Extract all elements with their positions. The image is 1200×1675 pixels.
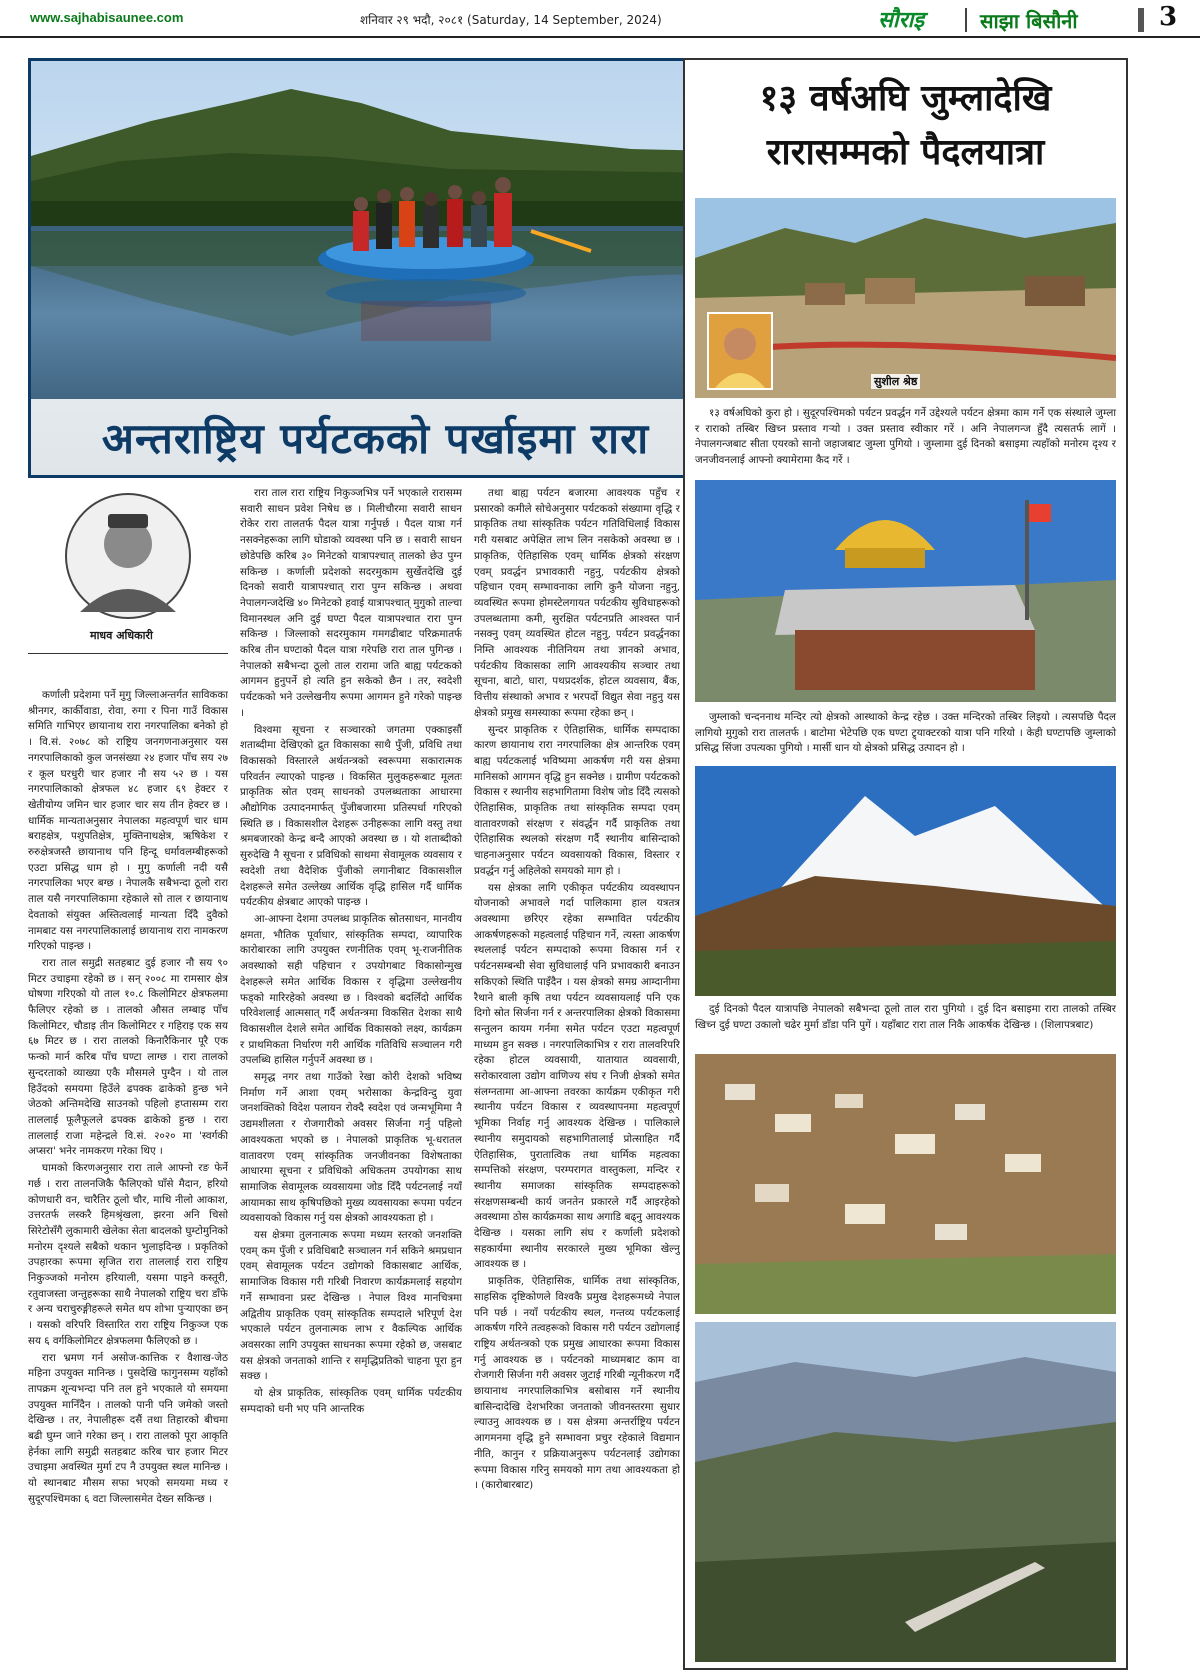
- paragraph: प्राकृतिक, ऐतिहासिक, धार्मिक तथा सांस्कृतिक, साहसिक दृष्टिकोणले विश्वकै प्रमुख देशहरूमध्ये नेपाल पनि पर्छ । नयाँ पर्यटकीय स्थल, गन्तव्य पर्यटकलाई आकर्षण गरिने तत्वहरूको विकास गरी पर्यटन उद्योगलाई राष्ट्रिय अर्थतन्त्रको एक प्रमुख आधारका रूपमा विकास गर्नु आवश्यक छ । पर्यटनको माध्यमबाट काम वा रोजगारी सिर्जना गरी अवसर जुटाई गरिबी न्यूनीकरण गर्दै छायानाथ नगरपालिकाभित्र बसोबास गर्ने स्थानीय बासिन्दादेखि देशभरिका जनताको जीवनस्तरमा सुधार ल्याउनु आवश्यक छ । यस क्षेत्रमा अन्तर्राष्ट्रिय पर्यटन आगमनमा वृद्धि हुने सम्भावना प्रचुर रहेकाले विद्यमान नीति, कानुन र प्रक्रियाअनुरूप पर्यटनलाई उद्योगका रूपमा विकास गरिनु समयको माग तथा आवश्यकता हो । (कारोबारबाट): [474, 1275, 680, 1492]
- hero-photo-rara-lake: [28, 58, 723, 478]
- photographer-name: सुशील श्रेष्ठ: [871, 374, 920, 389]
- jumla-valley-photo: [695, 198, 1116, 398]
- valley-airstrip-image: [695, 1322, 1116, 1662]
- rara-valley-photo: [695, 1322, 1116, 1662]
- paragraph: रारा ताल रारा राष्ट्रिय निकुञ्जभित्र पर्ने भएकाले रारासम्म सवारी साधन प्रवेश निषेध छ । मिलीचौरमा सवारी साधन रोकेर रारा तालतर्फ पैदल यात्रा गर्नुपर्छ । पैदल यात्रा गर्न नसक्नेहरूका लागि घोडाको व्यवस्था पनि छ । सवारी साधन छोडेपछि करिब ३० मिनेटको यात्रापश्चात् तालको छेउ पुग्न सकिन्छ । कर्णाली प्रदेशको सदरमुकाम सुर्खेतदेखि दुई दिनको सवारी यात्रापश्चात् रारा पुग्न सकिन्छ । अथवा नेपालगन्जदेखि ४० मिनेटको हवाई यात्रापश्चात् मुगुको ताल्चा विमानस्थल अनि दुई घण्टा पैदल यात्रापश्चात रारा पुग्न सकिन्छ । जिल्लाको सदरमुकाम गमगढीबाट परिक्रमातर्फ करिब तीन घण्टाको पैदल यात्रा गरेपछि रारा ताल पुगिन्छ । नेपालको सबैभन्दा ठूलो ताल रारामा जति बाह्य पर्यटकको आगमन हुनुपर्ने हो त्यति हुन सकेको छैन । तर, स्वदेशी पर्यटकको भने उल्लेखनीय रूपमा आगमन हुने गरेको पाइन्छ ।: [240, 487, 462, 719]
- temple-image: [695, 480, 1116, 702]
- article-column-3: [474, 486, 680, 1668]
- snow-peak-image: [695, 766, 1116, 996]
- mountain-photo: [695, 766, 1116, 996]
- issue-date: शनिवार २९ भदौ, २०८१ (Saturday, 14 September, 2024): [360, 13, 662, 27]
- page-number-bar: [1138, 8, 1144, 32]
- section-name: साझा बिसौनी: [980, 9, 1078, 33]
- website-url[interactable]: www.sajhabisaunee.com: [30, 10, 184, 25]
- headline: अन्तराष्ट्रिय पर्यटकको पर्खाइमा रारा: [101, 414, 650, 463]
- caption-1: १३ वर्षअघिको कुरा हो । सुदूरपश्चिमको पर्यटन प्रवर्द्धन गर्ने उद्देश्यले पर्यटन क्षेत्रमा काम गर्ने एक संस्थाले जुम्ला र राराको तस्बिर खिच्न प्रस्ताव गऱ्यो । उक्त प्रस्ताव स्वीकार गरें । अनि नेपालगन्ज हुँदै त्यसतर्फ लागें । नेपालगन्जबाट सीता एयरको सानो जहाजबाट जुम्ला पुगियो । जुम्लामा दुई दिनको बसाइमा त्यहाँको मनोरम दृश्य र जनजीवनलाई आफ्नो क्यामेरामा कैद गरें ।: [695, 407, 1116, 466]
- hillside-village-image: [695, 1054, 1116, 1314]
- header-divider: [965, 8, 967, 32]
- caption-2: जुम्लाको चन्दननाथ मन्दिर त्यो क्षेत्रको आस्थाको केन्द्र रहेछ । उक्त मन्दिरको तस्बिर लिइयो । त्यसपछि पैदल लागियो मुगुको रारा तालतर्फ । बाटोमा भेटेपछि एक घण्टा ट्र्याक्टरको यात्रा पनि गरियो । केही घण्टापछि जुम्लाको प्रसिद्ध सिंजा उपत्यका पुगियो । मार्सी धान यो क्षेत्रको प्रसिद्ध उत्पादन हो ।: [695, 711, 1116, 754]
- article-column-2: [240, 486, 462, 1668]
- paragraph: विश्वमा सूचना र सञ्चारको जगतमा एक्काइसौं शताब्दीमा देखिएको द्रुत विकासका साथै पुँजी, प्रविधि तथा विकासको विस्तारले अर्थतन्त्रको स्वरूपमा सकारात्मक परिवर्तन ल्याएको पाइन्छ । विकसित मुलुकहरूबाट मूलतः प्राकृतिक स्रोत एवम् साधनको उपलब्धताका आधारमा औद्योगिक उत्पादनमार्फत् पुँजीबजारमा प्रतिस्पर्धा गरिएको स्थिति छ । विकासशील देशहरू उनीहरूका लागि वस्तु तथा श्रमबजारको केन्द्र बन्दै आएको अवस्था छ । यो शताब्दीको सुरुदेखि नै सूचना र प्रविधिको साथमा सेवामूलक व्यवसाय र स्वदेशी तथा वैदेशिक पुँजीको लगानीबाट विकासशील देशहरूले समेत उल्लेख्य आर्थिक वृद्धि हासिल गर्दै धार्मिक पर्यटकीय क्षेत्रबाट आएको पाइन्छ ।: [240, 723, 462, 909]
- author-photo: [28, 486, 228, 626]
- paragraph: रारा ताल समुद्री सतहबाट दुई हजार नौ सय ९० मिटर उचाइमा रहेको छ । सन् २००८ मा रामसार क्षेत्र घोषणा गरिएको यो ताल १०.८ किलोमिटर क्षेत्रफलमा फैलिएर रहेको छ । तालको औसत लम्बाइ पाँच किलोमिटर, चौडाइ तीन किलोमिटर र गहिराइ एक सय ६७ मिटर छ । रारा तालको किनारैकिनार पूरै एक फन्को मार्न करिब पाँच घण्टा लाग्छ । रारा तालको सुन्दरताको व्याख्या एकै मौसमले पुग्दैन । यो ताल हिउँदको समयमा हिउँले ढपक्क ढाकेको हुन्छ भने जेठको अन्तिमदेखि साउनको पहिलो हप्तासम्म रारा ताललाई फूलैफूलले ढपक्क ढाकेको हुन्छ । रारा ताललाई राजा महेन्द्रले वि.सं. २०२० मा 'स्वर्गकी अप्सरा' भनेर नामकरण गरेका थिए ।: [28, 956, 228, 1158]
- paragraph: समृद्ध नगर तथा गाउँको रेखा कोरी देशको भविष्य निर्माण गर्ने आशा एवम् भरोसाका केन्द्रविन्दु युवा जनशक्तिको विदेश पलायन रोक्दै स्वदेश एवं जन्मभूमिमा नै उद्यमशीलता र रोजगारीको अवसर सिर्जना गर्नु पहिलो आवश्यकता भएको छ । नेपालको प्राकृतिक भू-धरातल वातावरण एवम् सांस्कृतिक जनजीवनका विशेषताका आधारमा सूचना र प्रविधिको अधिकतम उपयोगका साथ सामाजिक सेवामूलक व्यवसायमा जोड दिँदै पर्यटनलाई नयाँ आयामका साथ कृषिपछिको मुख्य व्यवसायका रूपमा पर्यटन व्यवसायको विकास गर्नु यस क्षेत्रको आवश्यकता हो ।: [240, 1071, 462, 1225]
- side-feature-title: १३ वर्षअघि जुम्लादेखि रारासम्मको पैदलयात्रा: [759, 78, 1052, 173]
- photographer-photo: [707, 312, 773, 390]
- paragraph: रारा भ्रमण गर्न असोज-कात्तिक र वैशाख-जेठ महिना उपयुक्त मानिन्छ । पुसदेखि फागुनसम्म यहाँको तापक्रम शून्यभन्दा पनि तल हुने भएकाले यो समयमा उपयुक्त मानिँदैन । तालको पानी पनि जमेको जस्तो देखिन्छ । तर, नेपालीहरू दसैं तथा तिहारको बीचमा बढी घुम्न जाने गरेका छन् । रारा तालको पूरा आकृति हेर्नका लागि समुद्री सतहबाट करिब चार हजार मिटर उचाइमा अवस्थित मुर्मा टप नै उपयुक्त स्थल मानिन्छ । यो स्थानबाट मौसम सफा भएको समयमा मध्य र सुदूरपश्चिमका ६ वटा जिल्लासमेत देख्न सकिन्छ ।: [28, 1351, 228, 1505]
- paragraph: घामको किरणअनुसार रारा ताले आफ्नो रङ फेर्ने गर्छ । रारा तालनजिकै फैलिएको घाँसे मैदान, हरियो कोणधारी वन, चारैतिर ठूलो चौर, माथि नीलो आकाश, उत्तरतर्फ लस्करै हिमश्रृंखला, झरना अनि चिसो सिरेटोसँगै लुकामारी खेलेका सेता बादलको घुम्टोमुनिको मनोरम दृश्यले सबैको थकान भुलाइदिन्छ । प्रकृतिको उपहारका रूपमा सृजित रारा ताललाई रारा राष्ट्रिय निकुञ्जको मनोरम हरियाली, यसमा पाइने कस्तूरी, रतुवाजस्ता जन्तुहरूका साथै नेपालको राष्ट्रिय चरा डाँफे र अन्य चराचुरुङ्गीहरूले समेत थप शोभा पुऱ्याएका छन् । यसको वरिपरि विस्तारित रारा राष्ट्रिय निकुञ्ज एक सय ६ वर्गकिलोमिटर क्षेत्रफलमा फैलिएको छ ।: [28, 1162, 228, 1347]
- village-photo: [695, 1054, 1116, 1314]
- paragraph: यस क्षेत्रका लागि एकीकृत पर्यटकीय व्यवस्थापन योजनाको अभावले गर्दा पालिकामा हाल यत्रतत्र अवस्थामा छरिएर रहेका सम्भावित पर्यटकीय आकर्षणहरूको महत्वलाई पहिचान गर्ने, त्यस्ता आकर्षण स्थललाई पर्यटन सम्पदाको रूपमा विकास गर्न र पर्यटनसम्बन्धी सेवा सुविधालाई पनि प्रभावकारी बनाउन सकिएको स्थिति पाइँदैन । यस क्षेत्रको समग्र आम्दानीमा रैथाने बाली कृषि तथा पर्यटन व्यवसायलाई पनि एक दिगो स्रोत सिर्जना गर्न र अन्तरपालिका क्षेत्रको विकासमा सन्तुलन कायम गर्नमा समेत पर्यटन एउटा महत्वपूर्ण माध्यम हुन सक्छ । नगरपालिकाभित्र र रारा तालवरिपरि रहेका होटल व्यवसायी, यातायात व्यवसायी, सरोकारवाला उद्योग वाणिज्य संघ र निजी क्षेत्रको समेत संलग्नतामा आ-आफ्ना तवरका कार्यक्रम एकीकृत गरी स्थानीय पर्यटन विकास र व्यवस्थापनमा महत्वपूर्ण भूमिका निर्वाह गर्नु आवश्यक देखिन्छ । पालिकाले स्थानीय समुदायको सहभागितालाई प्रोत्साहित गर्दै ऐतिहासिक, पुरातात्विक तथा धार्मिक महत्वका सम्पत्तिको संरक्षण, परम्परागत वास्तुकला, मन्दिर र स्थानीय समाजका सांस्कृतिक सम्पदाहरूको संरक्षणसम्बन्धी कार्य जनतेन प्रकारले गर्दै आइरहेको अवस्थामा ठोस कार्यक्रमका साथ अगाडि बढ्नु आवश्यक देखिन्छ । यसका लागि संघ र कर्णाली प्रदेशको सहकार्यमा स्थानीय सरकारले मुख्य भूमिका खेल्नु आवश्यक छ ।: [474, 881, 680, 1271]
- page-number: 3: [1158, 2, 1178, 32]
- article-column-1: [28, 688, 228, 1668]
- page-header: [0, 0, 1200, 38]
- chandannath-temple-photo: [695, 480, 1116, 702]
- author-name: माधव अधिकारी: [90, 629, 153, 642]
- paragraph: सुन्दर प्राकृतिक र ऐतिहासिक, धार्मिक सम्पदाका कारण छायानाथ रारा नगरपालिका क्षेत्र आन्तरिक एवम् बाह्य पर्यटकलाई भविष्यमा आकर्षण गरी यस क्षेत्रमा मानिसको आगमन वृद्धि हुन सक्नेछ । ग्रामीण पर्यटकको विकास र स्थानीय सहभागितामा विशेष जोड दिँदै त्यसको ऐतिहासिक, प्राकृतिक तथा सांस्कृतिक सम्पदा एवम् वातावरणको संरक्षण र संवर्द्धन गर्दै प्राकृतिक तथा ऐतिहासिक स्थलको संरक्षण गर्दै स्थानीय बासिन्दाको चाहनाअनुसार पर्यटन व्यवसायको विकास, विस्तार र प्रवर्द्धन गर्नु अहिलेको समयको माग हो ।: [474, 723, 680, 877]
- paragraph: यो क्षेत्र प्राकृतिक, सांस्कृतिक एवम् धार्मिक पर्यटकीय सम्पदाको धनी भए पनि आन्तरिक: [240, 1387, 462, 1415]
- paragraph: तथा बाह्य पर्यटन बजारमा आवश्यक पहुँच र प्रसारको कमीले सोचेअनुसार पर्यटकको संख्यामा वृद्धि र प्राकृतिक तथा सांस्कृतिक पर्यटन गतिविधिलाई विकास गरी यसबाट अपेक्षित लाभ लिन नसकेको अवस्था छ । प्राकृतिक, ऐतिहासिक एवम् धार्मिक क्षेत्रको संरक्षण एवम् प्रवर्द्धन प्रभावकारी नहुनु, पर्यटकीय क्षेत्रको पहिचान एवम् सम्भावनाका लागि कुनै योजना नहुनु, व्यवस्थित रूपमा होमस्टेलगायत पर्यटकीय सुविधाहरूको उपलब्धतामा कमी, सुरक्षित पर्यटनप्रति आश्वस्त पार्न नसक्नु एवम् व्यवस्थित होटल नहुनु, पर्यटन प्रवर्द्धनका निम्ति आवश्यक नीतिनियम तथा ज्ञानको अभाव, पर्यटकीय विकासका लागि आवश्यकीय सञ्चार तथा सूचना, बाटो, धारा, पथप्रदर्शक, होटल व्यवसाय, बैंक, वित्तीय संस्थाको अभाव र भरपर्दो विद्युत सेवा नहुनु यस क्षेत्रको प्रमुख समस्याका रूपमा रहेका छन् ।: [474, 487, 680, 719]
- newspaper-logo: सौराइ: [878, 8, 925, 33]
- caption-3: दुई दिनको पैदल यात्रापछि नेपालको सबैभन्दा ठूलो ताल रारा पुगियो । दुई दिन बसाइमा रारा तालको तस्बिर खिच्न दुई घण्टा उकालो चढेर मुर्मा डाँडा पनि पुगें । यहाँबाट रारा ताल निकै आकर्षक देखिन्छ । (शिलापत्रबाट): [695, 1003, 1116, 1031]
- paragraph: कर्णाली प्रदेशमा पर्ने मुगु जिल्लाअन्तर्गत साविकका श्रीनगर, कार्कीवाडा, रोवा, रुगा र पिना गाउँ विकास समिति गाभिएर छायानाथ रारा नगरपालिका बनेको हो । वि.सं. २०७८ को राष्ट्रिय जनगणनाअनुसार यस नगरपालिकाको कुल जनसंख्या २४ हजार पाँच सय २७ र कूल घरधुरी चार हजार नौ सय ५२ छ । यस नगरपालिकाको क्षेत्रफल ४८ हजार ६९ हेक्टर र खेतीयोग्य जमिन चार हजार चार सय तीन हेक्टर छ । धार्मिक मान्यताअनुसार नेपालका महत्वपूर्ण चार धाम बराहक्षेत्र, पशुपतिक्षेत्र, मुक्तिनाथक्षेत्र, ऋषिकेश र रुरुक्षेत्रजस्तै छायानाथ पनि हिन्दू धर्मावलम्बीहरूको एउटा प्रसिद्ध धाम हो । मुगु कर्णाली नदी यसै नगरपालिका भएर बग्छ । नेपालकै सबैभन्दा ठूलो रारा ताल यसै नगरपालिकामा रहेकाले सो ताल र छायानाथ देवताको संयुक्त अस्तित्वलाई मान्यता दिँदै दुवैको नामबाट यस नगरपालिकालाई छायानाथ रारा नामकरण गरिएको पाइन्छ ।: [28, 689, 228, 953]
- photographer-portrait: [709, 314, 771, 388]
- side-feature-panel: [683, 58, 1128, 1670]
- paragraph: यस क्षेत्रमा तुलनात्मक रूपमा मध्यम स्तरको जनशक्ति एवम् कम पुँजी र प्रविधिबाटै सञ्चालन गर्न सकिने श्रमप्रधान एवम् सेवामूलक पर्यटन उद्योगको विकासबाट आर्थिक, सामाजिक विकास गरी गरिबी निवारण कार्यक्रमलाई सहयोग गर्ने सम्भावना प्रस्ट देखिन्छ । नेपाल विश्व मानचित्रमा अद्वितीय प्राकृतिक एवम् सांस्कृतिक सम्पदाले भरिपूर्ण देश भएकाले पर्यटन तुलनात्मक लाभ र वैकल्पिक आर्थिक अवसरका लागि उपयुक्त साधनका रूपमा रहेको छ, जसबाट यस क्षेत्रको जनताको शान्ति र समृद्धिप्रतिको चाहना पूरा हुन सक्छ ।: [240, 1229, 462, 1383]
- paragraph: आ-आफ्ना देशमा उपलब्ध प्राकृतिक स्रोतसाधन, मानवीय क्षमता, भौतिक पूर्वाधार, सांस्कृतिक सम्पदा, व्यापारिक कारोबारका लागि उपयुक्त रणनीतिक एवम् भू-राजनीतिक अवस्थाको सही पहिचान र उपयोगबाट विकासोन्मुख देशहरूले समेत आर्थिक विकास र वृद्धिमा उल्लेखनीय फड्को मारिरहेको अवस्था छ । विश्वको बदलिँदो आर्थिक परिवेशलाई आत्मसात् गर्दै अर्थतन्त्रमा विकसित देशका साथै विकासशील देशले समेत आर्थिक विकासको लक्ष्य, कार्यक्रम र प्राथमिकता निर्धारण गरी आर्थिक गतिविधि सञ्चालन गरी उपलब्धि हासिल गर्नुपर्ने अवस्था छ ।: [240, 912, 462, 1067]
